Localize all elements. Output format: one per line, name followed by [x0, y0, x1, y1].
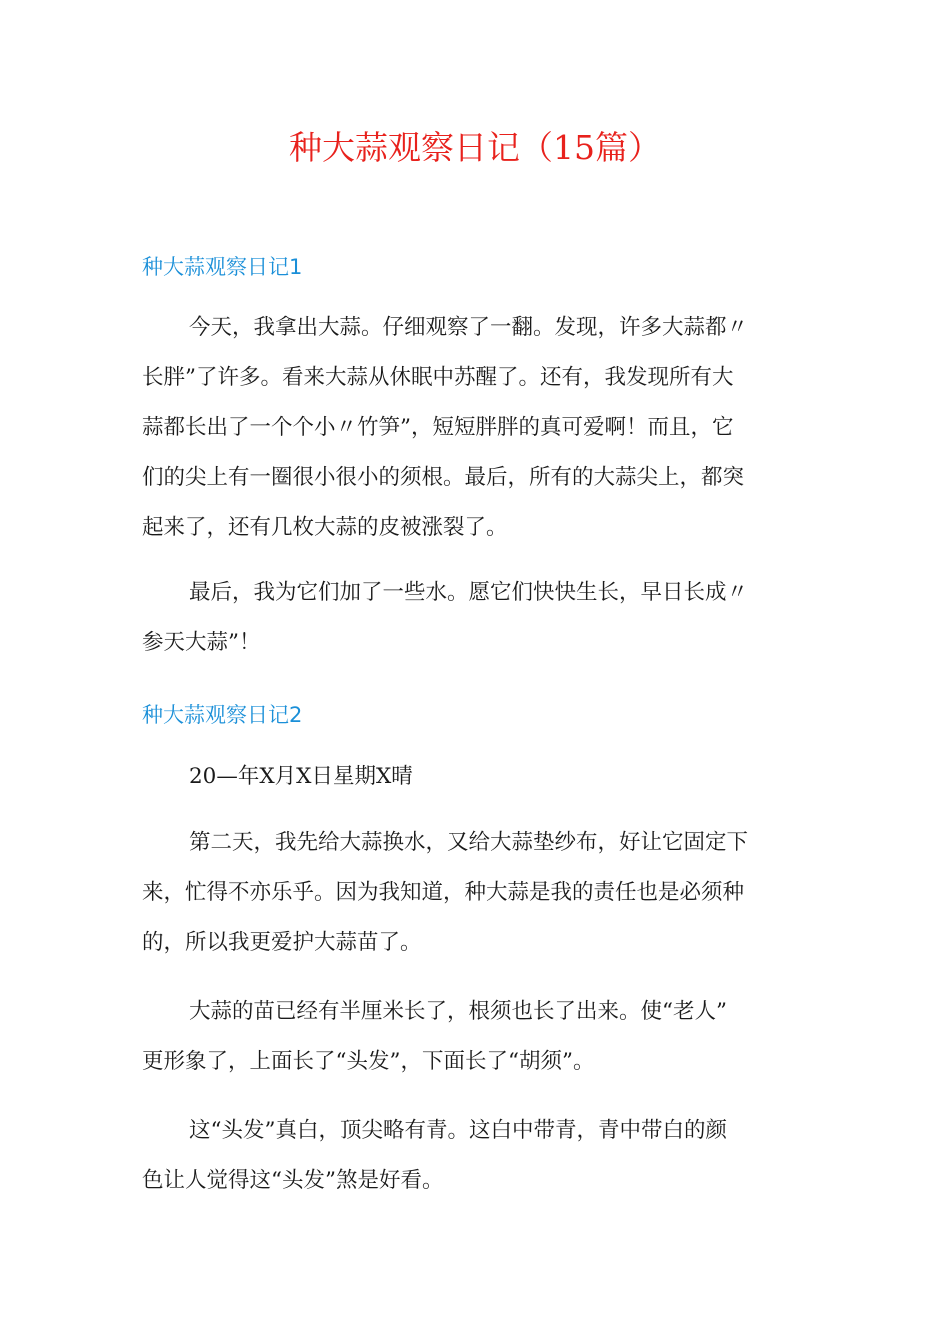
section-heading-1: 种大蒜观察日记1	[142, 255, 303, 279]
paragraph	[142, 568, 802, 668]
section-heading-2: 种大蒜观察日记2	[142, 703, 303, 727]
text-line: 起来了，还有几枚大蒜的皮被涨裂了。	[142, 515, 508, 540]
text-line: 这“头发”真白，顶尖略有青。这白中带青，青中带白的颜	[189, 1118, 727, 1143]
paragraph	[142, 1106, 802, 1206]
document-title: 种大蒜观察日记（15篇）	[289, 128, 661, 167]
text-line: 第二天，我先给大蒜换水，又给大蒜垫纱布，好让它固定下	[189, 830, 749, 855]
paragraph	[142, 987, 802, 1087]
paragraph	[142, 818, 802, 968]
paragraph	[142, 303, 802, 553]
text-line: 来，忙得不亦乐乎。因为我知道，种大蒜是我的责任也是必须种	[142, 880, 745, 905]
text-line: 参天大蒜”！	[142, 630, 261, 655]
text-line: 们的尖上有一圈很小很小的须根。最后，所有的大蒜尖上，都突	[142, 465, 745, 490]
text-line: 长胖”了许多。看来大蒜从休眠中苏醒了。还有，我发现所有大	[142, 365, 734, 390]
text-line: 今天，我拿出大蒜。仔细观察了一翻。发现，许多大蒜都〃	[189, 315, 749, 340]
text-line: 色让人觉得这“头发”煞是好看。	[142, 1168, 444, 1193]
paragraph-date	[142, 752, 802, 802]
text-line: 更形象了，上面长了“头发”，下面长了“胡须”。	[142, 1049, 595, 1074]
text-line: 20—年X月X日星期X晴	[189, 764, 413, 789]
text-line: 最后，我为它们加了一些水。愿它们快快生长，早日长成〃	[189, 580, 749, 605]
text-line: 蒜都长出了一个个小〃竹笋”，短短胖胖的真可爱啊！而且，它	[142, 415, 734, 440]
text-line: 大蒜的苗已经有半厘米长了，根须也长了出来。使“老人”	[189, 999, 727, 1024]
text-line: 的，所以我更爱护大蒜苗了。	[142, 930, 422, 955]
